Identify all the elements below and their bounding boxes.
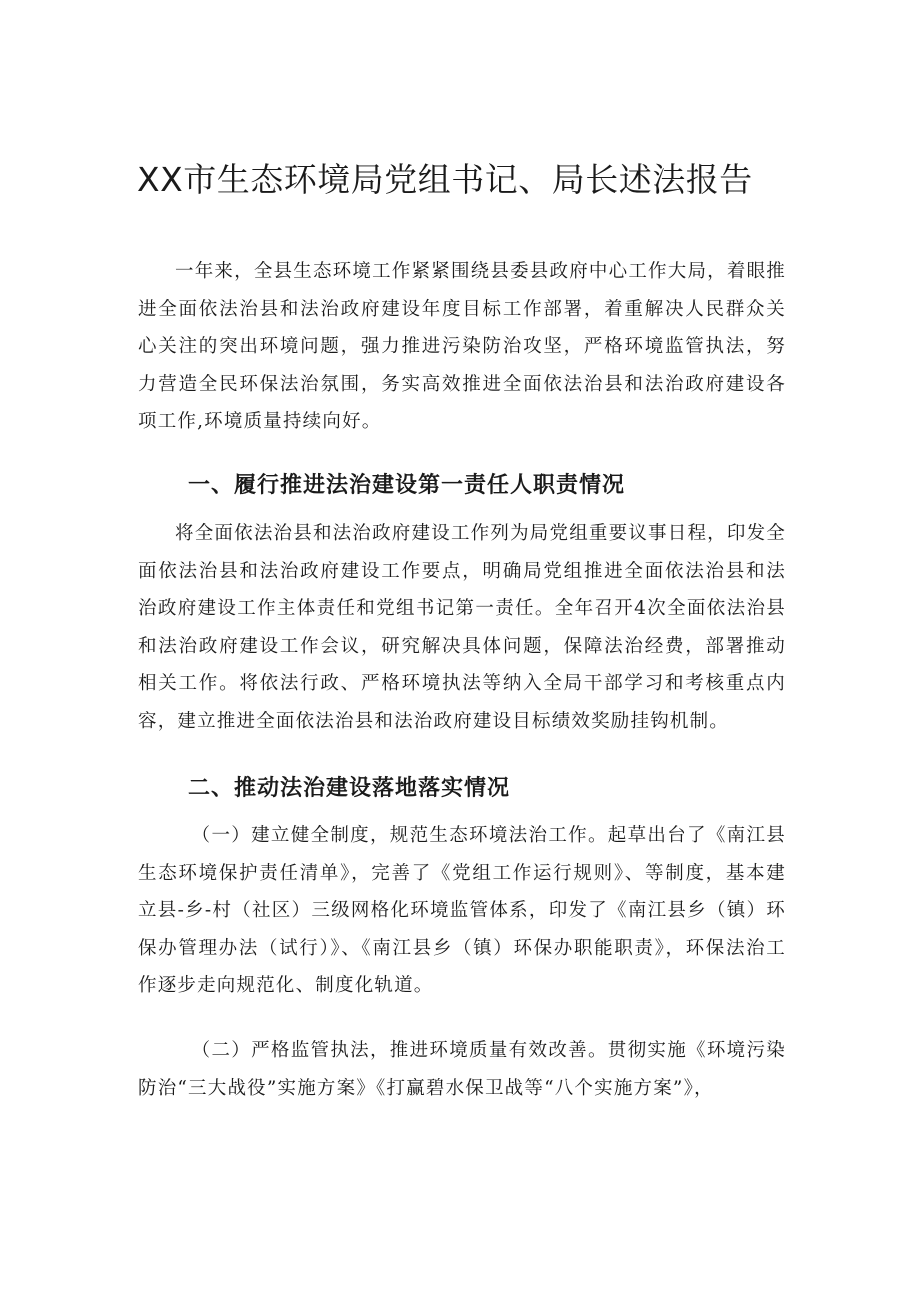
section-1-paragraph: 将全面依法治县和法治政府建设工作列为局党组重要议事日程，印发全面依法治县和法治政府建设工作要点，明确局党组推进全面依法治县和法治政府建设工作主体责任和党组书记第一责任。全年召开4次全面依法治县和法治政府建设工作会议，研究解决具体问题，保障法治经费，部署推动相关工作。将依法行政、严格环境执法等纳入全局干部学习和考核重点内容，建立推进全面依法治县和法治政府建设目标绩效奖励挂钩机制。 — [138, 523, 786, 732]
document-title: XX市生态环境局党组书记、局长述法报告 — [137, 160, 753, 199]
section-heading-1: 一、履行推进法治建设第一责任人职责情况 — [188, 473, 626, 498]
section-heading-2: 二、推动法治建设落地落实情况 — [188, 776, 511, 801]
intro-paragraph: 一年来，全县生态环境工作紧紧围绕县委县政府中心工作大局，着眼推进全面依法治县和法治政府建设年度目标工作部署，着重解决人民群众关心关注的突出环境问题，强力推进污染防治攻坚，严格环境监管执法，努力营造全民环保法治氛围，务实高效推进全面依法治县和法治政府建设各项工作,环境质量持续向好。 — [138, 261, 786, 432]
section-2-paragraph-2: （二）严格监管执法，推进环境质量有效改善。贯彻实施《环境污染防治“三大战役”实施方案》《打赢碧水保卫战等“八个实施方案”》， — [138, 1040, 786, 1099]
section-2-paragraph-1: （一）建立健全制度，规范生态环境法治工作。起草出台了《南江县生态环境保护责任清单》，完善了《党组工作运行规则》、等制度，基本建立县-乡-村（社区）三级网格化环境监管体系，印发了《南江县乡（镇）环保办管理办法（试行）》、《南江县乡（镇）环保办职能职责》，环保法治工作逐步走向规范化、制度化轨道。 — [138, 825, 786, 996]
